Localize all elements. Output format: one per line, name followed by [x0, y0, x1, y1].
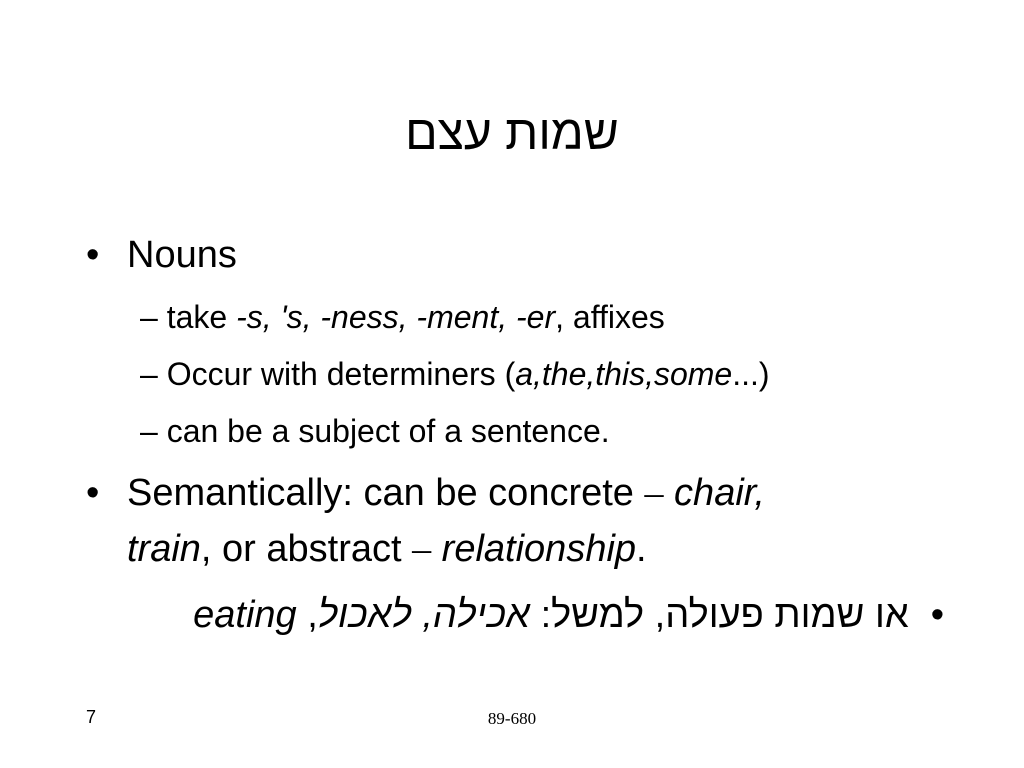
- subitem-prefix: Occur with determiners (: [157, 356, 516, 392]
- subitem-italic: a,the,this,some: [515, 356, 733, 392]
- bullet-marker: •: [930, 594, 944, 636]
- subitem-suffix: ...): [732, 356, 770, 392]
- text-segment: , or abstract: [200, 528, 413, 570]
- italic-segment: relationship: [431, 528, 637, 570]
- text-segment: .: [636, 528, 647, 570]
- subitem-subject: [140, 412, 610, 450]
- subitem-suffix: , affixes: [555, 299, 665, 335]
- subitem-prefix: take: [157, 299, 237, 335]
- italic-segment: train: [127, 528, 201, 570]
- english-italic: eating: [193, 594, 297, 636]
- bullet-text-line1: [127, 470, 765, 516]
- subitem-affixes: [140, 298, 665, 336]
- hebrew-italic: אכילה, לאכול: [317, 594, 531, 636]
- hebrew-text: או שמות פעולה, למשל:: [530, 594, 909, 636]
- dash-segment: –: [644, 472, 664, 514]
- bullet-marker: •: [86, 472, 100, 514]
- course-code: 89-680: [487, 709, 537, 728]
- bullet-marker: •: [86, 234, 100, 276]
- subitem-italic: -s, 's, -ness, -ment, -er: [236, 299, 556, 335]
- subitem-dash: –: [140, 356, 158, 392]
- italic-segment: chair,: [663, 472, 765, 514]
- comma: ,: [296, 594, 318, 636]
- text-segment: Semantically: can be concrete: [127, 472, 645, 514]
- subitem-determiners: [140, 355, 770, 393]
- bullet-hebrew-verbal-nouns: [0, 592, 944, 638]
- slide-title: שמות עצם: [405, 107, 619, 160]
- slide-number: 7: [86, 707, 97, 727]
- subitem-dash: –: [140, 299, 158, 335]
- bullet-text-line2: [127, 526, 647, 572]
- dash-segment: –: [412, 528, 432, 570]
- bullet-text: Nouns: [127, 234, 237, 276]
- subitem-dash: –: [140, 413, 158, 449]
- subitem-text: can be a subject of a sentence.: [157, 413, 610, 449]
